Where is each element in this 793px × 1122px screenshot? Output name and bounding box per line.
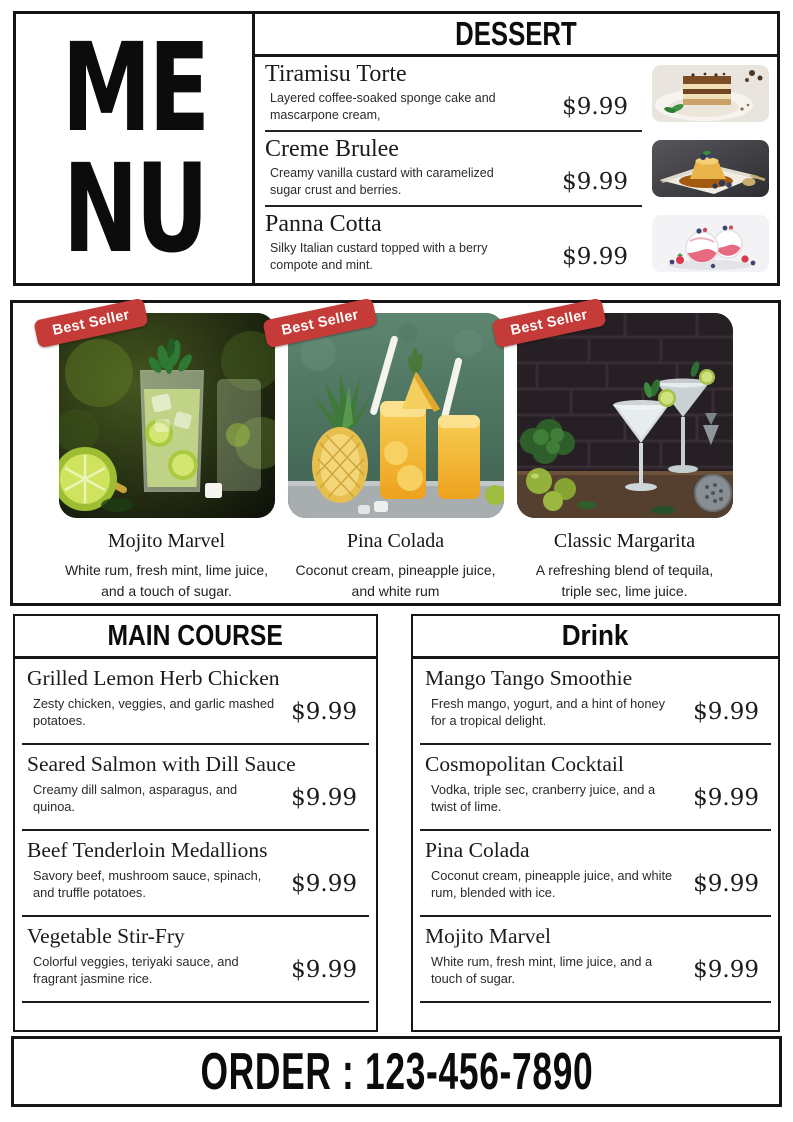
dessert-item-price: $9.99 [562, 169, 628, 196]
main-course-section [13, 614, 378, 1032]
drink-item-price: $9.99 [693, 871, 759, 898]
best-seller-name: Classic Margarita [553, 530, 696, 552]
main-course-item-price: $9.99 [291, 871, 357, 898]
main-course-title: MAIN COURSE [107, 619, 284, 652]
main-course-item-price: $9.99 [291, 785, 357, 812]
main-course-item-name: Seared Salmon with Dill Sauce [27, 752, 296, 776]
main-course-item [22, 659, 369, 745]
dessert-item-name: Tiramisu Torte [265, 61, 407, 87]
best-seller-badge: Best Seller [262, 298, 378, 349]
best-seller-name: Pina Colada [346, 530, 445, 552]
main-course-item-name: Vegetable Stir-Fry [27, 924, 185, 948]
main-course-item-description: Colorful veggies, teriyaki sauce, and fragrant jasmine rice. [33, 953, 239, 987]
main-course-item [22, 917, 369, 1003]
dessert-title: DESSERT [455, 15, 577, 52]
creme-brulee-image [652, 140, 769, 197]
drink-item-name: Mango Tango Smoothie [425, 666, 633, 690]
best-seller-description: White rum, fresh mint, lime juice, and a touch of sugar. [64, 562, 269, 599]
menu-logo-line2: NU [62, 137, 206, 280]
drink-item-description: Vodka, triple sec, cranberry juice, and a twist of lime. [431, 781, 656, 815]
menu-logo-line1: ME [61, 16, 207, 159]
dessert-item-description: Layered coffee-soaked sponge cake and mascarpone cream, [270, 90, 496, 123]
dessert-section [255, 11, 780, 286]
dessert-item-description: Creamy vanilla custard with caramelized sugar crust and berries. [270, 165, 494, 198]
drink-item-description: Coconut cream, pineapple juice, and white rum, blended with ice. [431, 867, 673, 901]
mojito-image [59, 313, 275, 518]
order-phone: ORDER : 123-456-7890 [200, 1042, 593, 1101]
pina-colada-image [288, 313, 504, 518]
main-course-item-price: $9.99 [291, 699, 357, 726]
drink-section [411, 614, 780, 1032]
best-seller-description: Coconut cream, pineapple juice, and white rum [295, 562, 496, 599]
menu-logo [61, 16, 207, 280]
main-course-item-description: Savory beef, mushroom sauce, spinach, and truffle potatoes. [33, 867, 262, 901]
drink-item-price: $9.99 [693, 785, 759, 812]
dessert-item-name: Panna Cotta [265, 211, 382, 237]
main-course-item-price: $9.99 [291, 957, 357, 984]
drink-item-description: White rum, fresh mint, lime juice, and a touch of sugar. [431, 953, 653, 987]
best-seller-name: Mojito Marvel [107, 530, 226, 552]
main-course-header [15, 616, 376, 659]
drink-item [420, 745, 771, 831]
main-course-item-description: Zesty chicken, veggies, and garlic mashed potatoes. [33, 695, 275, 729]
drink-item [420, 917, 771, 1003]
drink-item [420, 659, 771, 745]
dessert-item-name: Creme Brulee [265, 136, 399, 162]
best-seller-badge: Best Seller [491, 298, 607, 349]
best-seller-card-pina-colada [279, 307, 504, 602]
best-seller-badge: Best Seller [33, 298, 149, 349]
best-seller-section [10, 300, 781, 606]
tiramisu-image [652, 65, 769, 122]
dessert-header [255, 14, 777, 57]
dessert-item-creme-brulee [255, 132, 777, 207]
main-course-item [22, 831, 369, 917]
dessert-item-description: Silky Italian custard topped with a berry compote and mint. [270, 240, 488, 273]
menu-logo-box [13, 11, 255, 286]
main-course-item [22, 745, 369, 831]
dessert-item-price: $9.99 [562, 244, 628, 271]
main-course-item-description: Creamy dill salmon, asparagus, and quinoa. [33, 781, 238, 815]
dessert-item-panna-cotta [255, 207, 777, 282]
best-seller-card-margarita [508, 307, 733, 602]
order-bar [11, 1036, 782, 1107]
panna-cotta-image [652, 215, 769, 272]
dessert-item-price: $9.99 [562, 94, 628, 121]
dessert-item-tiramisu [255, 57, 777, 132]
drink-item-name: Pina Colada [425, 838, 530, 862]
drink-item-name: Cosmopolitan Cocktail [425, 752, 624, 776]
drink-title: Drink [562, 619, 629, 652]
margarita-image [517, 313, 733, 518]
drink-item-description: Fresh mango, yogurt, and a hint of honey for a tropical delight. [431, 695, 666, 729]
best-seller-description: A refreshing blend of tequila, triple sec, lime juice. [535, 562, 714, 599]
main-course-item-name: Grilled Lemon Herb Chicken [27, 666, 280, 690]
main-course-item-name: Beef Tenderloin Medallions [27, 838, 268, 862]
drink-header [413, 616, 778, 659]
drink-item-price: $9.99 [693, 699, 759, 726]
drink-item [420, 831, 771, 917]
best-seller-card-mojito [50, 307, 275, 602]
drink-item-price: $9.99 [693, 957, 759, 984]
drink-item-name: Mojito Marvel [425, 924, 551, 948]
